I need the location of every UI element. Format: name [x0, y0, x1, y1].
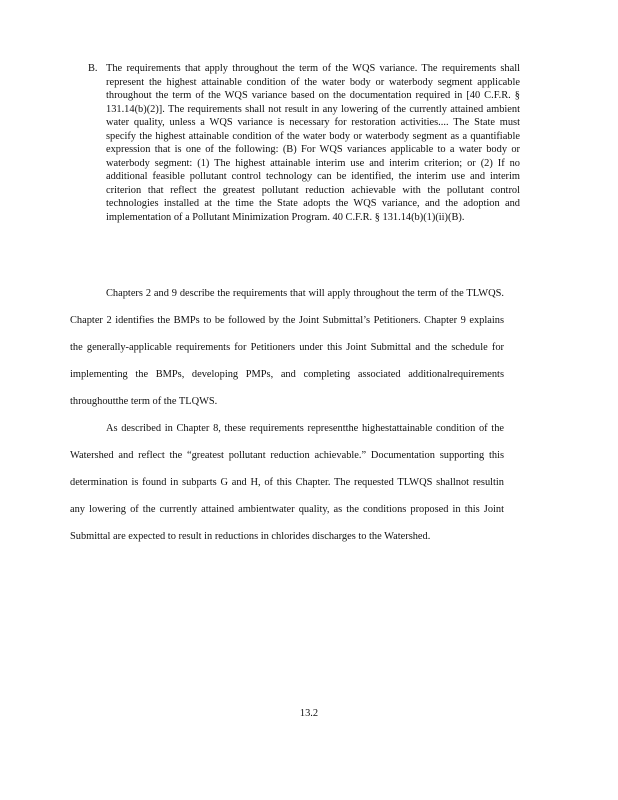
quote-text: The requirements that apply throughout the term of the WQS variance. The requirements shall represent the highest attainable condition of the water body or waterbody segment applicable throughout the term of the WQS variance based on the documentation required in [40 C.F.R. § 131.14(b)(2)]. The requirements shall not result in any lowering of the currently attained ambient water quality, unless a WQS variance is necessary for restoration activities.... The State must specify the highest attainable condition of the water body or waterbody segment as a quantifiable expression that is one of the following: (B) For WQS variances applicable to a water body or waterbody segment: (1) The highest attainable interim use and interim criterion; or (2) If no additional feasible pollutant control technology can be identified, the interim use and interim criterion that reflect the greatest pollutant reduction achievable with the pollutant control technologies installed at the time the State adopts the WQS variance, and the adoption and implementation of a Pollutant Minimization Program. 40 C.F.R. § 131.14(b)(1)(ii)(B).	[106, 63, 520, 223]
body-paragraph-1: Chapters 2 and 9 describe the requirements that will apply throughout the term of the TLWQS. Chapter 2 identifies the BMPs to be followed by the Joint Submittal’s Petitioners. Chapter 9 explains the generally-applicable requirements for Petitioners under this Joint Submittal and the schedule for implementing the BMPs, developing PMPs, and completing associated additionalrequirements throughoutthe term of the TLQWS.	[70, 288, 504, 408]
page-number: 13.2	[299, 708, 319, 719]
body-paragraph-2: As described in Chapter 8, these requirements representthe highestattainable condition of the Watershed and reflect the “greatest pollutant reduction achievable.” Documentation supporting this determination is found in subparts G and H, of this Chapter. The requested TLWQS shallnot resultin any lowering of the currently attained ambientwater quality, as the conditions proposed in this Joint Submittal are expected to result in reductions in chlorides discharges to the Watershed.	[70, 423, 504, 543]
quote-list-marker: B.	[88, 63, 98, 74]
block-quote	[88, 62, 520, 224]
